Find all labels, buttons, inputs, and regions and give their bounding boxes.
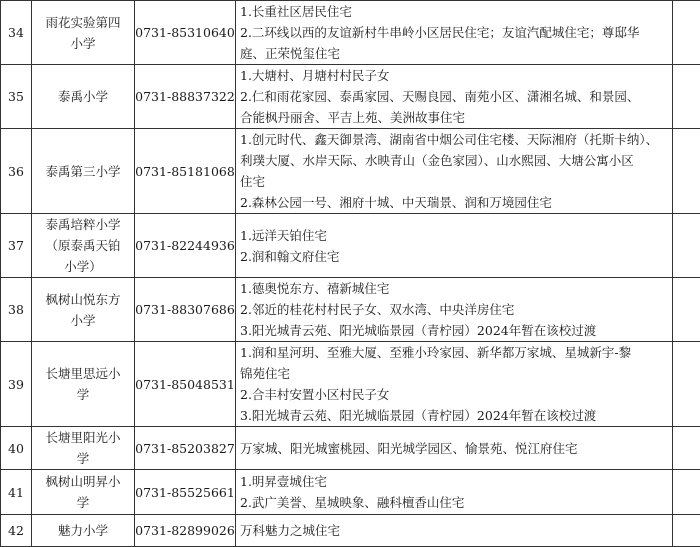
row-number: 34 <box>1 1 32 65</box>
school-name-line: 枫树山悦东方 <box>34 289 132 310</box>
school-name-line: 学 <box>34 448 132 469</box>
remarks-cell <box>673 342 700 427</box>
row-number: 39 <box>1 342 32 427</box>
remarks-cell <box>673 129 700 214</box>
table-row <box>1 129 700 214</box>
row-number: 35 <box>1 65 32 129</box>
table-row <box>1 278 700 342</box>
row-number: 40 <box>1 427 32 470</box>
enrollment-area <box>236 342 673 427</box>
enrollment-area-line: 2.仁和雨花家园、泰禹家园、天赐良园、南苑小区、潇湘名城、和景园、 <box>240 86 668 107</box>
enrollment-area-line: 1.德奥悦东方、禧新城住宅 <box>240 278 668 299</box>
school-name-line: 小学） <box>34 256 132 277</box>
enrollment-area-line: 2.邻近的桂花村村民子女、双水湾、中央洋房住宅 <box>240 299 668 320</box>
school-name-line: 长塘里思远小 <box>34 363 132 384</box>
school-name-line: 泰禹培粹小学 <box>34 214 132 235</box>
phone-number: 0731-88837322 <box>135 65 236 129</box>
phone-number: 0731-85181068 <box>135 129 236 214</box>
remarks-cell <box>673 515 700 547</box>
row-number: 42 <box>1 515 32 547</box>
remarks-cell <box>673 470 700 515</box>
table-row <box>1 1 700 65</box>
school-name <box>32 470 135 515</box>
table-row <box>1 342 700 427</box>
enrollment-area-line: 2.合丰村安置小区村民子女 <box>240 384 668 405</box>
school-name-line: 小学 <box>34 33 132 54</box>
school-name-line: 泰禹小学 <box>34 86 132 107</box>
enrollment-area <box>236 1 673 65</box>
school-name-line: 泰禹第三小学 <box>34 161 132 182</box>
remarks-cell <box>673 427 700 470</box>
enrollment-area <box>236 129 673 214</box>
row-number: 41 <box>1 470 32 515</box>
enrollment-area <box>236 515 673 547</box>
enrollment-area-line: 1.创元时代、鑫天御景湾、湖南省中烟公司住宅楼、天际湘府（托斯卡纳）、 <box>240 129 668 150</box>
enrollment-area-line: 1.明昇壹城住宅 <box>240 471 668 492</box>
school-name <box>32 65 135 129</box>
school-name-line: 雨花实验第四 <box>34 12 132 33</box>
enrollment-area-line: 3.阳光城青云苑、阳光城临景园（青柠园）2024年暂在该校过渡 <box>240 405 668 426</box>
school-name <box>32 427 135 470</box>
school-name-line: 枫树山明昇小 <box>34 471 132 492</box>
enrollment-area-line: 住宅 <box>240 171 668 192</box>
enrollment-area-line: 2.森林公园一号、湘府十城、中天瑞景、润和万境园住宅 <box>240 192 668 213</box>
phone-number: 0731-85048531 <box>135 342 236 427</box>
enrollment-area-line: 利璞大厦、水岸天际、水映青山（金色家园）、山水熙园、大塘公寓小区 <box>240 150 668 171</box>
table-row <box>1 515 700 547</box>
school-name-line: 魅力小学 <box>34 520 132 541</box>
table-row <box>1 470 700 515</box>
school-name-line: 学 <box>34 492 132 513</box>
phone-number: 0731-88307686 <box>135 278 236 342</box>
school-name-line: 学 <box>34 384 132 405</box>
remarks-cell <box>673 214 700 278</box>
enrollment-area-line: 2.二环线以西的友谊新村牛串岭小区居民住宅；友谊汽配城住宅；尊邸华 <box>240 22 668 43</box>
school-name-line: （原泰禹天铂 <box>34 235 132 256</box>
enrollment-area-line: 合能枫丹丽舍、平吉上苑、美洲故事住宅 <box>240 107 668 128</box>
enrollment-area-line: 万科魅力之城住宅 <box>240 520 668 541</box>
table-row <box>1 214 700 278</box>
phone-number: 0731-82244936 <box>135 214 236 278</box>
row-number: 36 <box>1 129 32 214</box>
enrollment-area-line: 万家城、阳光城蜜桃园、阳光城学园区、愉景苑、悦江府住宅 <box>240 438 668 459</box>
enrollment-area <box>236 214 673 278</box>
row-number: 38 <box>1 278 32 342</box>
remarks-cell <box>673 65 700 129</box>
enrollment-area-line: 1.长重社区居民住宅 <box>240 1 668 22</box>
enrollment-area-line: 庭、正荣悦玺住宅 <box>240 43 668 64</box>
enrollment-area-line: 2.武广美誉、星城映象、融科檀香山住宅 <box>240 492 668 513</box>
school-name <box>32 515 135 547</box>
enrollment-area <box>236 470 673 515</box>
school-name-line: 长塘里阳光小 <box>34 427 132 448</box>
table-row <box>1 427 700 470</box>
school-name <box>32 129 135 214</box>
enrollment-area <box>236 278 673 342</box>
enrollment-area-line: 3.阳光城青云苑、阳光城临景园（青柠园）2024年暂在该校过渡 <box>240 320 668 341</box>
phone-number: 0731-85525661 <box>135 470 236 515</box>
enrollment-area-line: 锦苑住宅 <box>240 363 668 384</box>
enrollment-area-line: 2.润和翰文府住宅 <box>240 246 668 267</box>
school-name <box>32 278 135 342</box>
enrollment-area <box>236 65 673 129</box>
remarks-cell <box>673 1 700 65</box>
phone-number: 0731-85310640 <box>135 1 236 65</box>
table-row <box>1 65 700 129</box>
school-name <box>32 1 135 65</box>
enrollment-area-line: 1.润和星河玥、至雅大厦、至雅小玲家园、新华都万家城、星城新宇-黎 <box>240 342 668 363</box>
phone-number: 0731-82899026 <box>135 515 236 547</box>
enrollment-area-line: 1.大塘村、月塘村村民子女 <box>240 65 668 86</box>
school-name-line: 小学 <box>34 310 132 331</box>
remarks-cell <box>673 278 700 342</box>
enrollment-area-line: 1.远洋天铂住宅 <box>240 225 668 246</box>
table-body <box>1 1 700 547</box>
enrollment-area <box>236 427 673 470</box>
school-name <box>32 214 135 278</box>
row-number: 37 <box>1 214 32 278</box>
school-name <box>32 342 135 427</box>
phone-number: 0731-85203827 <box>135 427 236 470</box>
